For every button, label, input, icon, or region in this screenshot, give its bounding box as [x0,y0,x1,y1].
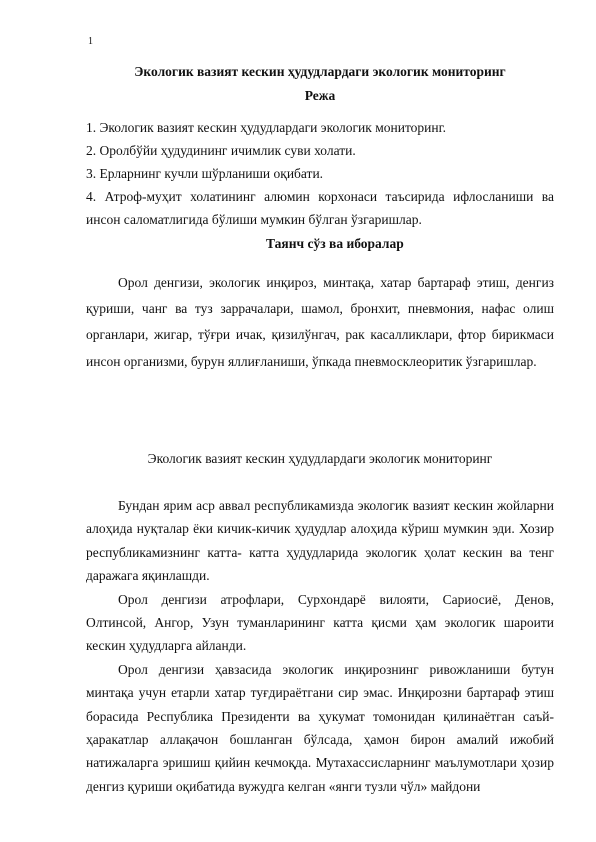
plan-item-3: 3. Ерларнинг кучли шўрланиши оқибати. [86,166,324,181]
plan-heading: Режа [304,88,336,103]
keywords-heading: Таянч сўз ва иборалар [266,236,404,251]
plan-item-1: 1. Экологик вазият кескин ҳудудлардаги экологик мониторинг. [86,120,447,135]
plan-item-4: 4. Атроф-муҳит холатининг алюмин корхонаси таъсирида ифлосланиши ва инсон саломатлигида бўлиши мумкин бўлган ўзгаришлар. [86,189,554,227]
body-text [86,494,554,798]
document-title: Экологик вазият кескин ҳудудлардаги экологик мониторинг [134,64,506,79]
paragraph-1: Бундан ярим аср аввал республикамизда экологик вазият кескин жойларни алоҳида нуқталар ёки кичик-кичик ҳудудлар алоҳида кўриш мумкин эди. Хозир республикамизнинг катта- катта ҳудудларида экологик ҳолат кескин ва тенг даражага яқинлашди. [86,498,554,584]
paragraph-2: Орол денгизи атрофлари, Сурхондарё вилояти, Сариосиё, Денов, Олтинсой, Ангор, Узун туманларининг катта қисми ҳам экологик шароити кескин ҳудудларга айланди. [86,591,554,654]
plan-item-2: 2. Оролбўйи ҳудудининг ичимлик суви холати. [86,143,356,158]
paragraph-3: Орол денгизи ҳавзасида экологик инқирознинг ривожланиши бутун минтақа учун етарли хатар туғдираётгани сир эмас. Инқирозни бартараф этиш борасида Республика Президенти ва ҳукумат томонидан қилинаётган саъй-ҳаракатлар аллақачон бошланган бўлсада, ҳамон бирон амалий ижобий натижаларга эришиш қийин кечмоқда. Мутахассисларнинг маълумотлари ҳозир денгиз қуриши оқибатида вужудга келган «янги тузли чўл» майдони [86,661,554,794]
page-number: 1 [88,36,93,47]
section-title: Экологик вазият кескин ҳудудлардаги экологик мониторинг [147,451,493,466]
keywords-text: Орол денгизи, экологик инқироз, минтақа, хатар бартараф этиш, денгиз қуриши, чанг ва туз заррачалари, шамол, бронхит, пневмония, нафас олиш органлари, жигар, тўғри ичак, қизилўнгач, рак касалликлари, фтор бирикмаси инсон организми, бурун яллиғланиши, ўпкада пневмосклеоритик ўзгаришлар. [86,275,554,369]
plan-list [86,116,554,231]
